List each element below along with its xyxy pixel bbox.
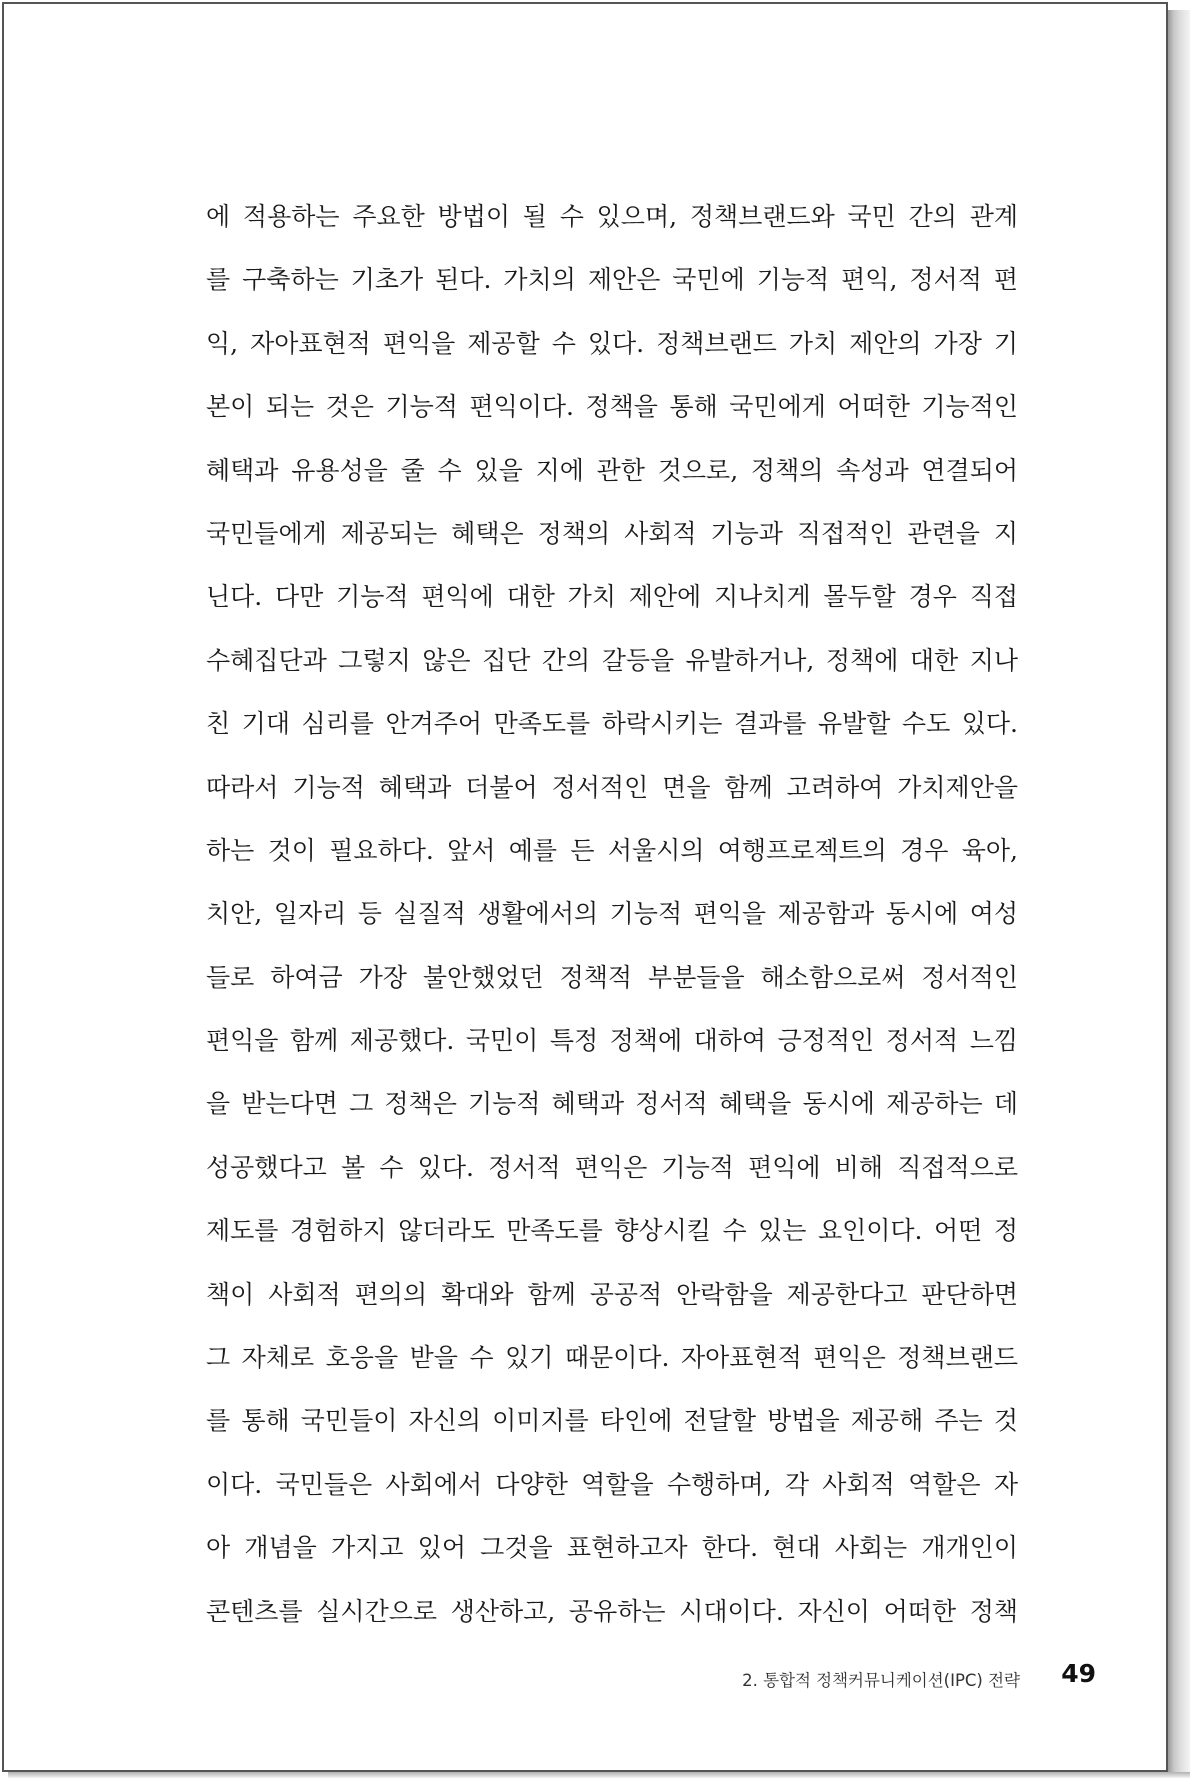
body-line: 친 기대 심리를 안겨주어 만족도를 하락시키는 결과를 유발할 수도 있다. [206,709,1018,739]
body-line: 책이 사회적 편의의 확대와 함께 공공적 안락함을 제공한다고 판단하면 [206,1279,1018,1309]
body-line: 아 개념을 가지고 있어 그것을 표현하고자 한다. 현대 사회는 개개인이 [206,1533,1018,1563]
body-line: 익, 자아표현적 편익을 제공할 수 있다. 정책브랜드 가치 제안의 가장 기 [206,328,1018,358]
body-line: 을 받는다면 그 정책은 기능적 혜택과 정서적 혜택을 동시에 제공하는 데 [206,1089,1018,1119]
body-line: 들로 하여금 가장 불안했었던 정책적 부분들을 해소함으로써 정서적인 [206,962,1018,992]
body-line: 를 통해 국민들이 자신의 이미지를 타인에 전달할 방법을 제공해 주는 것 [206,1406,1018,1436]
page-bottom-shadow [8,1772,1190,1778]
body-line: 편익을 함께 제공했다. 국민이 특정 정책에 대하여 긍정적인 정서적 느낌 [206,1026,1018,1056]
body-text [206,185,1018,1643]
body-line: 이다. 국민들은 사회에서 다양한 역할을 수행하며, 각 사회적 역할은 자 [206,1469,1018,1499]
body-line: 제도를 경험하지 않더라도 만족도를 향상시킬 수 있는 요인이다. 어떤 정 [206,1216,1018,1246]
running-head: 2. 통합적 정책커뮤니케이션(IPC) 전략 [742,1671,1020,1690]
body-line: 닌다. 다만 기능적 편익에 대한 가치 제안에 지나치게 몰두할 경우 직접 [206,582,1018,612]
body-line: 성공했다고 볼 수 있다. 정서적 편익은 기능적 편익에 비해 직접적으로 [206,1152,1018,1182]
book-page [2,2,1168,1772]
body-line: 본이 되는 것은 기능적 편익이다. 정책을 통해 국민에게 어떠한 기능적인 [206,392,1018,422]
body-line: 콘텐츠를 실시간으로 생산하고, 공유하는 시대이다. 자신이 어떠한 정책 [206,1596,1018,1626]
body-line: 혜택과 유용성을 줄 수 있을 지에 관한 것으로, 정책의 속성과 연결되어 [206,455,1018,485]
body-line: 치안, 일자리 등 실질적 생활에서의 기능적 편익을 제공함과 동시에 여성 [206,899,1018,929]
body-line: 따라서 기능적 혜택과 더불어 정서적인 면을 함께 고려하여 가치제안을 [206,772,1018,802]
body-line: 에 적용하는 주요한 방법이 될 수 있으며, 정책브랜드와 국민 간의 관계 [206,202,1018,231]
page-edge-shadow [1168,10,1190,1772]
page-footer [604,1659,1096,1699]
body-line: 하는 것이 필요하다. 앞서 예를 든 서울시의 여행프로젝트의 경우 육아, [206,835,1018,865]
page-number: 49 [1061,1659,1096,1688]
body-line: 그 자체로 호응을 받을 수 있기 때문이다. 자아표현적 편익은 정책브랜드 [206,1343,1018,1373]
body-line: 국민들에게 제공되는 혜택은 정책의 사회적 기능과 직접적인 관련을 지 [206,518,1018,548]
body-line: 수혜집단과 그렇지 않은 집단 간의 갈등을 유발하거나, 정책에 대한 지나 [206,645,1018,675]
body-line: 를 구축하는 기초가 된다. 가치의 제안은 국민에 기능적 편익, 정서적 편 [206,265,1018,295]
